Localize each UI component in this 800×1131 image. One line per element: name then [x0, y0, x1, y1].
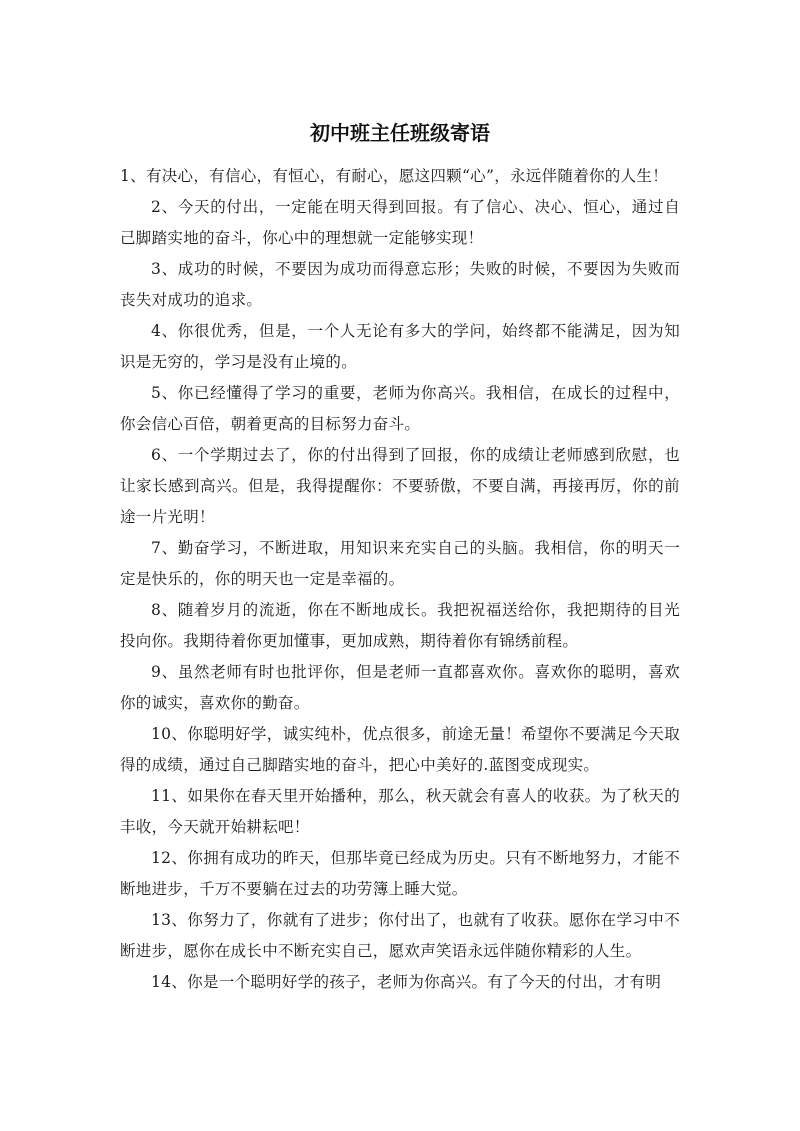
paragraph-3: 3、成功的时候，不要因为成功而得意忘形；失败的时候，不要因为失败而丧失对成功的追求。: [120, 260, 680, 309]
paragraph-1: 1、有决心，有信心，有恒心，有耐心，愿这四颗“心”，永远伴随着你的人生！: [120, 167, 669, 185]
paragraph-12: 12、你拥有成功的昨天，但那毕竟已经成为历史。只有不断地努力，才能不断地进步，千万不要躺在过去的功劳簿上睡大觉。: [120, 849, 680, 898]
document-body: [120, 161, 680, 998]
paragraph-7: 7、勤奋学习，不断进取，用知识来充实自己的头脑。我相信，你的明天一定是快乐的，你的明天也一定是幸福的。: [120, 539, 680, 588]
paragraph-14: 14、你是一个聪明好学的孩子，老师为你高兴。有了今天的付出，才有明: [151, 973, 662, 991]
paragraph-11: 11、如果你在春天里开始播种，那么，秋天就会有喜人的收获。为了秋天的丰收，今天就开始耕耘吧！: [120, 787, 680, 836]
paragraph-2: 2、今天的付出，一定能在明天得到回报。有了信心、决心、恒心，通过自己脚踏实地的奋斗，你心中的理想就一定能够实现！: [120, 198, 680, 247]
paragraph-6: 6、一个学期过去了，你的付出得到了回报，你的成绩让老师感到欣慰，也让家长感到高兴。但是，我得提醒你：不要骄傲，不要自满，再接再厉，你的前途一片光明！: [120, 446, 680, 526]
paragraph-4: 4、你很优秀，但是，一个人无论有多大的学问，始终都不能满足，因为知识是无穷的，学习是没有止境的。: [120, 322, 680, 371]
paragraph-9: 9、虽然老师有时也批评你，但是老师一直都喜欢你。喜欢你的聪明，喜欢你的诚实，喜欢你的勤奋。: [120, 663, 680, 712]
paragraph-13: 13、你努力了，你就有了进步；你付出了，也就有了收获。愿你在学习中不断进步，愿你在成长中不断充实自己，愿欢声笑语永远伴随你精彩的人生。: [120, 911, 680, 960]
paragraph-5: 5、你已经懂得了学习的重要，老师为你高兴。我相信，在成长的过程中，你会信心百倍，朝着更高的目标努力奋斗。: [120, 384, 680, 433]
paragraph-10: 10、你聪明好学，诚实纯朴，优点很多，前途无量！希望你不要满足今天取得的成绩，通过自己脚踏实地的奋斗，把心中美好的.蓝图变成现实。: [120, 725, 680, 774]
document-title: 初中班主任班级寄语: [310, 121, 490, 145]
paragraph-8: 8、随着岁月的流逝，你在不断地成长。我把祝福送给你，我把期待的目光投向你。我期待着你更加懂事，更加成熟，期待着你有锦绣前程。: [120, 601, 680, 650]
